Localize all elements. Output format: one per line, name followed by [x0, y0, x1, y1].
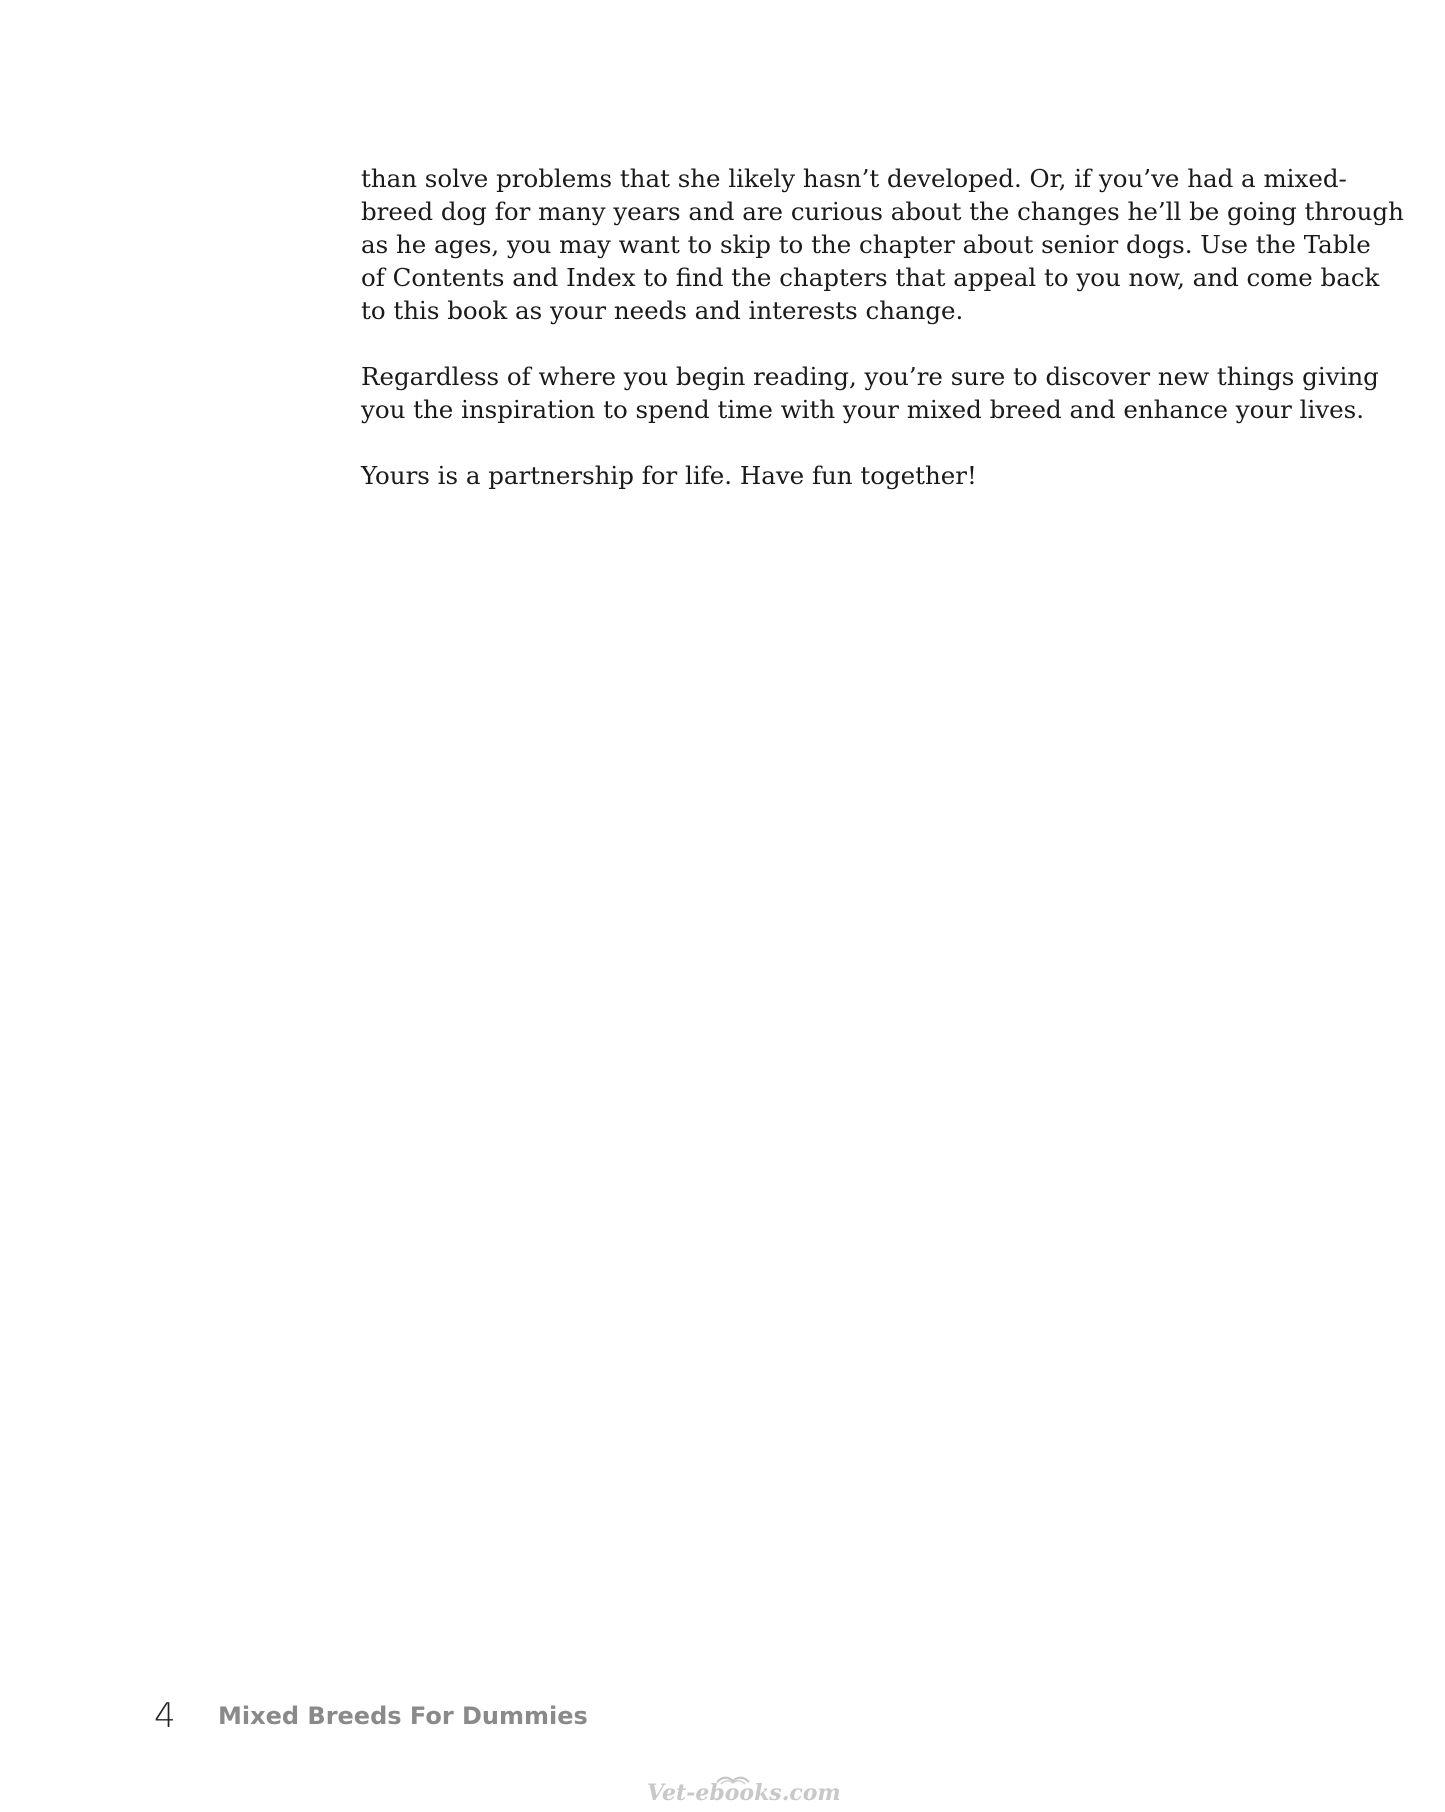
- paragraph-gap: [361, 426, 1285, 459]
- page-number: 4: [154, 1696, 176, 1736]
- paragraph-gap: [361, 327, 1285, 360]
- paragraph-1-line-1: than solve problems that she likely hasn’t developed. Or, if you’ve had a mixed-: [361, 164, 1347, 193]
- watermark-logo: [645, 1772, 841, 1806]
- paragraph-3-line-1: Yours is a partnership for life. Have fun together!: [361, 461, 977, 490]
- paragraph-1-line-2: breed dog for many years and are curious about the changes he’ll be going through: [361, 197, 1404, 226]
- paragraph-1-line-5: to this book as your needs and interests change.: [361, 296, 964, 325]
- paragraph-1-line-3: as he ages, you may want to skip to the chapter about senior dogs. Use the Table: [361, 230, 1371, 259]
- paragraph-1-line-4: of Contents and Index to find the chapters that appeal to you now, and come back: [361, 263, 1380, 292]
- running-footer-title: Mixed Breeds For Dummies: [218, 1702, 588, 1730]
- watermark-text: Vet-ebooks.com: [647, 1780, 841, 1806]
- watermark-book-icon: [645, 1772, 841, 1806]
- body-text: [361, 162, 1404, 492]
- paragraph-2-line-1: Regardless of where you begin reading, you’re sure to discover new things giving: [361, 362, 1379, 391]
- paragraph-2-line-2: you the inspiration to spend time with your mixed breed and enhance your lives.: [361, 395, 1365, 424]
